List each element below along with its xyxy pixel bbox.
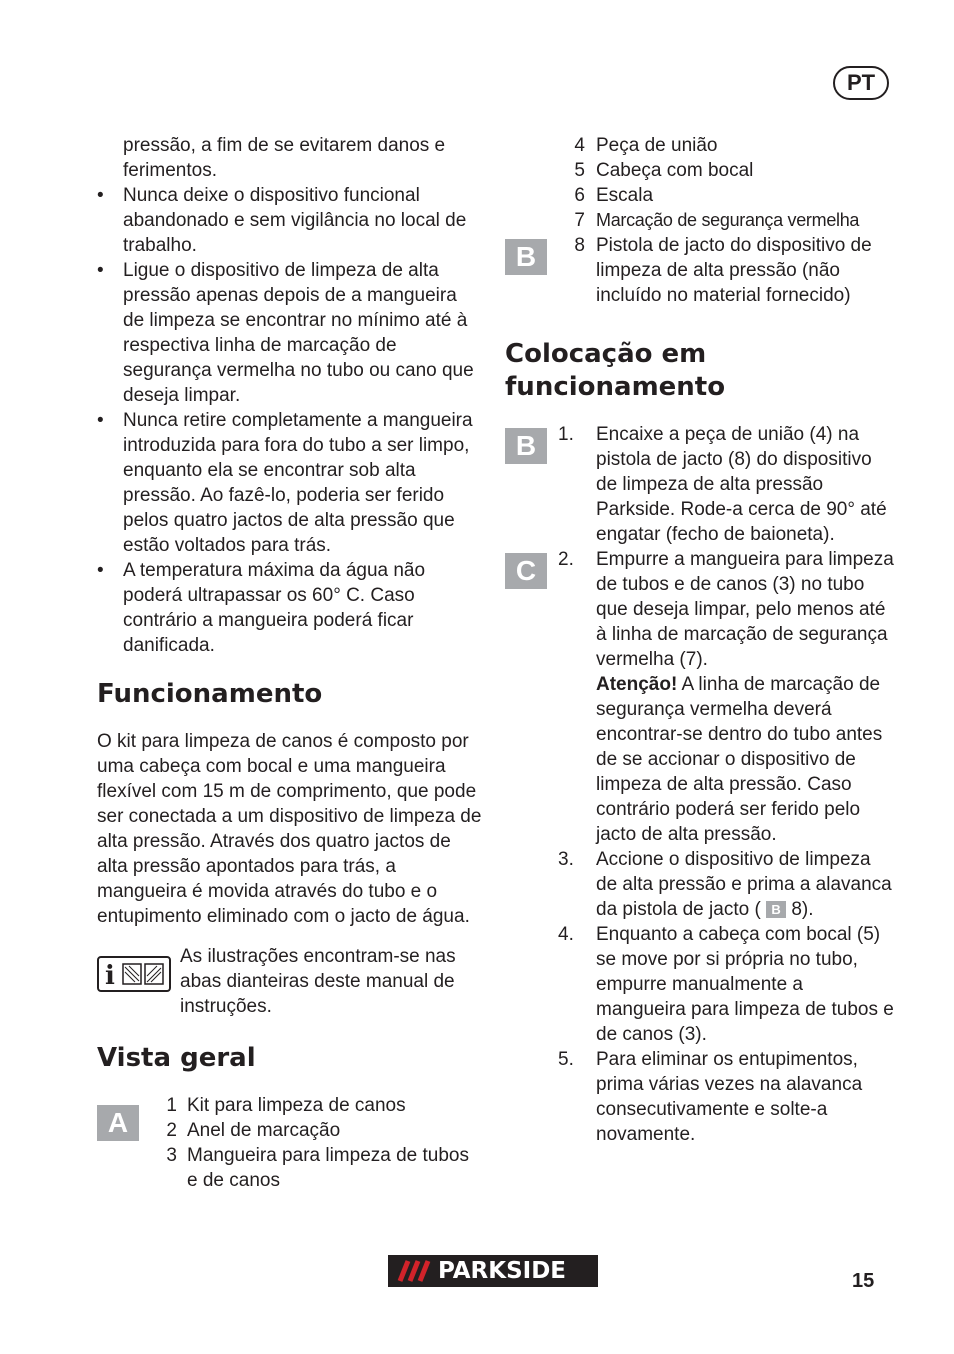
list-item: 5 Cabeça com bocal	[574, 160, 754, 181]
language-badge: PT	[833, 66, 889, 100]
page-number: 15	[852, 1270, 875, 1292]
list-item: C 2. Empurre a mangueira para limpeza de tubos e de canos (3) no tubo que deseja limpar, pelo menos até à linha de marcação de segurança vermelha (7). Atenção! A linha de marcação de segurança vermelha deverá encontrar-se dentro do tubo antes de se accionar o dispositivo de limpeza de alta pressão. Caso contrário poderá ser ferido pelo jacto de alta pressão.	[505, 547, 895, 847]
list-item: B 8 Pistola de jacto do dispositivo de limpeza de alta pressão (não incluído no material fornecido)	[505, 233, 895, 308]
svg-text:i: i	[105, 961, 115, 990]
safety-bullet-list	[97, 133, 482, 658]
bullet-icon: •	[97, 410, 104, 431]
list-item: 4. Enquanto a cabeça com bocal (5) se move por si própria no tubo, empurre manualmente a mangueira para limpeza de tubos e de canos (3).	[558, 924, 894, 1045]
left-column	[97, 133, 482, 1193]
list-item	[97, 133, 482, 183]
right-column	[505, 133, 895, 1147]
section-title-vista-geral: Vista geral	[97, 1043, 256, 1073]
list-item: 6 Escala	[574, 185, 654, 206]
list-item: 1 Kit para limpeza de canos	[166, 1095, 406, 1116]
brand-name: PARKSIDE	[438, 1258, 567, 1284]
inline-figure-tag-b: B	[766, 901, 786, 918]
section-title-funcionamento: Funcionamento	[97, 679, 323, 709]
list-item: 7 Marcação de segurança vermelha	[574, 210, 860, 231]
parkside-logo	[388, 1255, 598, 1287]
figure-tag-a: A	[97, 1105, 139, 1141]
list-item: • Ligue o dispositivo de limpeza de alta pressão apenas depois de a mangueira de limpeza se encontrar no mínimo até à respectiva linha de marcação de segurança vermelha no tubo ou cano que deseja limpar.	[97, 260, 474, 406]
info-note	[97, 944, 482, 1019]
list-item: • Nunca deixe o dispositivo funcional abandonado e sem vigilância no local de trabalho.	[97, 185, 467, 256]
logo-stripes-icon	[388, 1255, 438, 1287]
funcionamento-text: O kit para limpeza de canos é composto por uma cabeça com bocal e uma mangueira flexível com 15 m de comprimento, que pode ser conectada a um dispositivo de limpeza de alta pressão. Através dos quatro jactos de alta pressão apontados para trás, a mangueira é movida através do tubo e o entupimento eliminado com o jacto de água.	[97, 731, 482, 927]
figure-tag-c: C	[505, 553, 547, 589]
info-note-text: As ilustrações encontram-se nas abas dianteiras deste manual de instruções.	[180, 946, 456, 1017]
list-item: B 1. Encaixe a peça de união (4) na pistola de jacto (8) do dispositivo de limpeza de alta pressão Parkside. Rode-a cerca de 90° até engatar (fecho de baioneta).	[505, 422, 895, 547]
overview-list-a	[97, 1093, 482, 1193]
info-glyph	[99, 958, 169, 990]
components-list	[505, 133, 895, 308]
figure-tag-b: B	[505, 239, 547, 275]
figure-tag-b: B	[505, 428, 547, 464]
warning-text: A linha de marcação de segurança vermelha deverá encontrar-se dentro do tubo antes de se accionar o dispositivo de limpeza de alta pressão. Caso contrário poderá ser ferido pelo jacto de alta pressão.	[596, 674, 883, 845]
warning-label: Atenção!	[596, 674, 678, 695]
intro-continuation: pressão, a fim de se evitarem danos e ferimentos.	[123, 135, 446, 181]
section-title-colocacao: Colocação em funcionamento	[505, 339, 726, 402]
list-item: 5. Para eliminar os entupimentos, prima várias vezes na alavanca consecutivamente e solte-a novamente.	[558, 1049, 863, 1145]
list-item: • A temperatura máxima da água não poderá ultrapassar os 60° C. Caso contrário a mangueira poderá ficar danificada.	[97, 560, 426, 656]
info-book-icon	[97, 956, 171, 992]
bullet-icon: •	[97, 560, 104, 581]
list-item: 3 Mangueira para limpeza de tubos e de canos	[166, 1145, 470, 1191]
steps-list	[505, 422, 895, 1147]
list-item: 3. Accione o dispositivo de limpeza de alta pressão e prima a alavanca da pistola de jacto ( B 8).	[558, 849, 892, 920]
bullet-icon: •	[97, 260, 104, 281]
list-item: 4 Peça de união	[574, 135, 718, 156]
bullet-icon: •	[97, 185, 104, 206]
list-item: 2 Anel de marcação	[166, 1120, 341, 1141]
list-item: • Nunca retire completamente a mangueira introduzida para fora do tubo a ser limpo, enquanto ela se encontrar sob alta pressão. Ao fazê-lo, poderia ser ferido pelos quatro jactos de alta pressão que estão voltados para trás.	[97, 410, 473, 556]
